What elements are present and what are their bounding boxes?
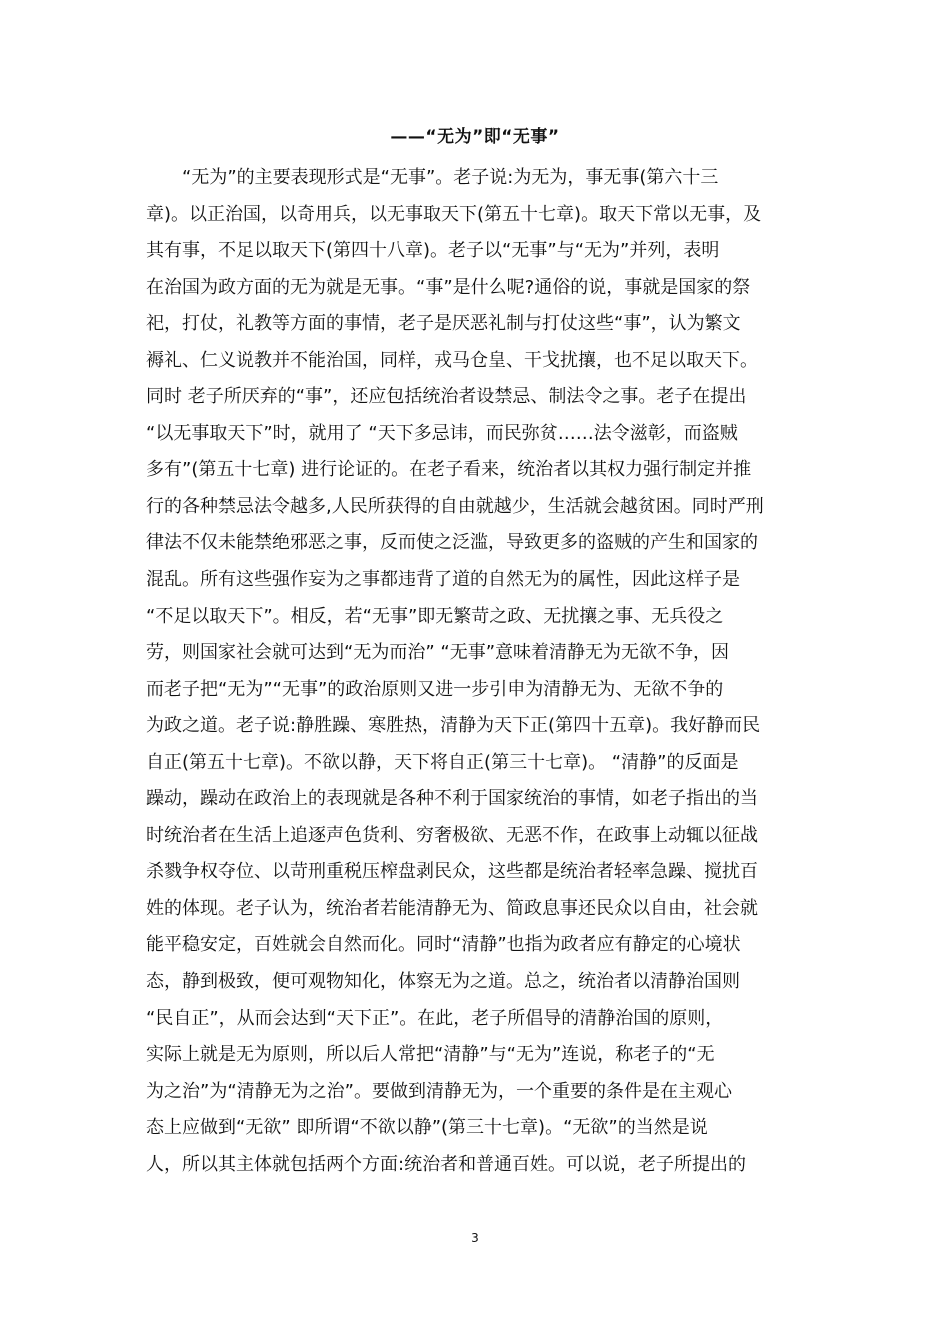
text-line: 行的各种禁忌法令越多,人民所获得的自由就越少，生活就会越贫困。同时严刑 [146,495,764,517]
body-text [146,160,818,1183]
text-line: 多有”(第五十七章) 进行论证的。在老子看来，统治者以其权力强行制定并推 [146,459,752,481]
text-line: 人，所以其主体就包括两个方面:统治者和普通百姓。可以说，老子所提出的 [146,1153,747,1175]
text-line: 态，静到极致，便可观物知化，体察无为之道。总之，统治者以清静治国则 [146,971,740,993]
text-line: 章)。以正治国，以奇用兵，以无事取天下(第五十七章)。取天下常以无事，及 [146,203,762,225]
text-line: 为之治”为“清静无为之治”。要做到清静无为，一个重要的条件是在主观心 [146,1080,732,1102]
text-line: 混乱。所有这些强作妄为之事都违背了道的自然无为的属性，因此这样子是 [146,569,740,591]
text-line: “以无事取天下”时，就用了 “天下多忌讳，而民弥贫……法令滋彰，而盗贼 [146,422,738,444]
text-line: “民自正”，从而会达到“天下正”。在此，老子所倡导的清静治国的原则， [146,1007,724,1029]
text-line: 实际上就是无为原则，所以后人常把“清静”与“无为”连说，称老子的“无 [146,1044,715,1066]
text-line: 自正(第五十七章)。不欲以静，天下将自正(第三十七章)。 “清静”的反面是 [146,751,739,773]
text-line: “不足以取天下”。相反，若“无事”即无繁苛之政、无扰攘之事、无兵役之 [146,605,724,627]
text-line: 劳，则国家社会就可达到“无为而治” “无事”意味着清静无为无欲不争，因 [146,642,730,664]
text-line: 时统治者在生活上追逐声色货利、穷奢极欲、无恶不作，在政事上动辄以征战 [146,824,758,846]
section-title: ——“无为”即“无事” [390,127,560,147]
text-line: 躁动，躁动在政治上的表现就是各种不利于国家统治的事情，如老子指出的当 [146,788,758,810]
text-line: 律法不仅未能禁绝邪恶之事，反而使之泛滥，导致更多的盗贼的产生和国家的 [146,532,758,554]
text-line: 祀，打仗，礼教等方面的事情，老子是厌恶礼制与打仗这些“事”，认为繁文 [146,313,741,335]
text-line: 同时 老子所厌弃的“事”，还应包括统治者设禁忌、制法令之事。老子在提出 [146,386,747,408]
text-line: 杀戮争权夺位、以苛刑重税压榨盘剥民众，这些都是统治者轻率急躁、搅扰百 [146,861,758,883]
text-line: 而老子把“无为”“无事”的政治原则又进一步引申为清静无为、无欲不争的 [146,678,724,700]
text-line: 态上应做到“无欲” 即所谓“不欲以静”(第三十七章)。“无欲”的当然是说 [146,1117,708,1139]
page-number: 3 [471,1231,479,1245]
text-line: 褥礼、仁义说教并不能治国，同样，戎马仓皇、干戈扰攘，也不足以取天下。 [146,349,758,371]
text-line: 姓的体现。老子认为，统治者若能清静无为、简政息事还民众以自由，社会就 [146,897,758,919]
text-line: “无为”的主要表现形式是“无事”。老子说:为无为，事无事(第六十三 [182,167,719,188]
text-line: 在治国为政方面的无为就是无事。“事”是什么呢?通俗的说，事就是国家的祭 [146,276,751,298]
text-line: 其有事，不足以取天下(第四十八章)。老子以“无事”与“无为”并列，表明 [146,240,720,262]
text-line: 能平稳安定，百姓就会自然而化。同时“清静”也指为政者应有静定的心境状 [146,934,741,956]
text-line: 为政之道。老子说:静胜躁、寒胜热，清静为天下正(第四十五章)。我好静而民 [146,715,761,737]
